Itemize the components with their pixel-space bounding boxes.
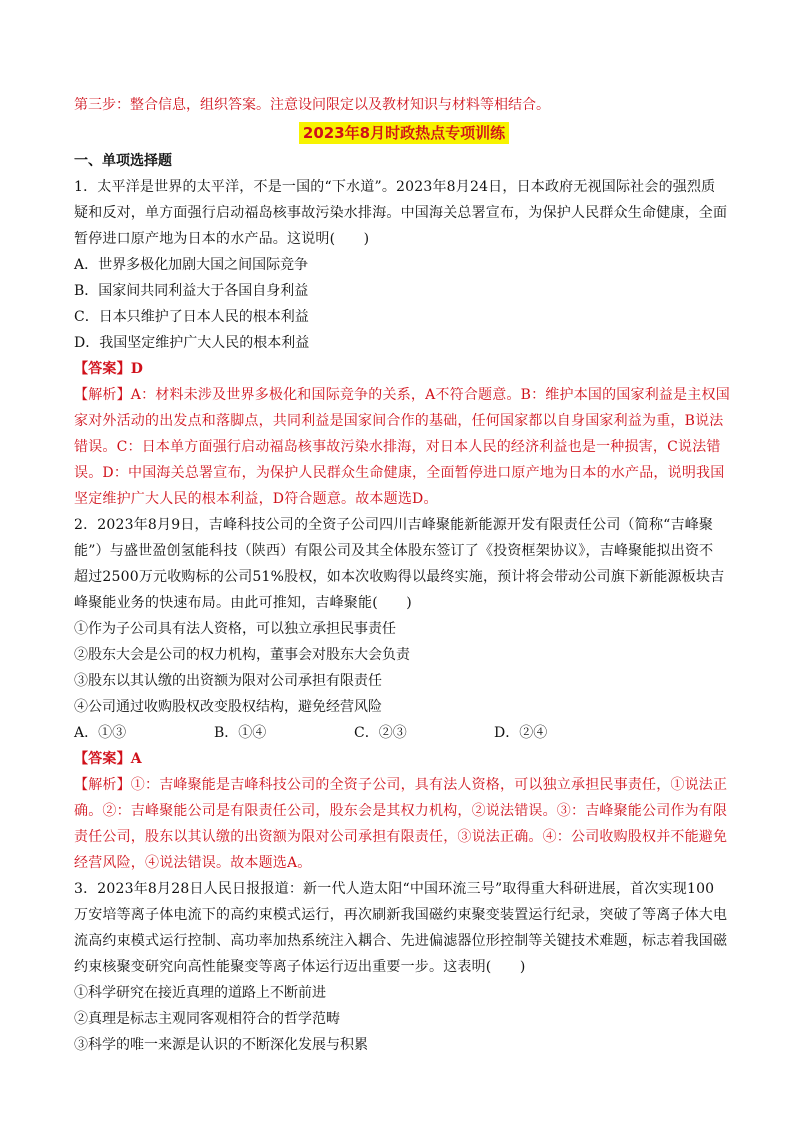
analysis-line: 确。②：吉峰聚能公司是有限责任公司，股东会是其权力机构，②说法错误。③：吉峰聚能公司作为有限 xyxy=(74,803,728,819)
question-2 xyxy=(74,512,734,876)
statement-2: ②股东大会是公司的权力机构，董事会对股东大会负责 xyxy=(74,647,410,663)
page-title: 2023年8月时政热点专项训练 xyxy=(299,122,509,144)
option-a: A．世界多极化加剧大国之间国际竞争 xyxy=(74,257,309,273)
question-text-line: 暂停进口原产地为日本的水产品。这说明( ) xyxy=(74,231,370,247)
section-heading: 一、单项选择题 xyxy=(74,153,172,169)
question-text-line: 3．2023年8月28日人民日报报道：新一代人造太阳“中国环流三号”取得重大科研进展，首次实现100 xyxy=(74,881,715,897)
choice-b: B．①④ xyxy=(214,725,267,741)
question-text-line: 能”）与盛世盈创氢能科技（陕西）有限公司及其全体股东签订了《投资框架协议》，吉峰聚能拟出资不 xyxy=(74,543,714,559)
question-text-line: 约束核聚变研究向高性能聚变等离子体运行迈出重要一步。这表明( ) xyxy=(74,959,526,975)
option-d: D．我国坚定维护广大人民的根本利益 xyxy=(74,335,310,351)
question-text-line: 峰聚能业务的快速布局。由此可推知，吉峰聚能( ) xyxy=(74,595,412,611)
analysis-line: 经营风险，④说法错误。故本题选A。 xyxy=(74,855,312,871)
step-instruction: 第三步：整合信息，组织答案。注意设问限定以及教材知识与材料等相结合。 xyxy=(74,97,550,113)
choice-row xyxy=(74,720,734,746)
question-text-line: 超过2500万元收购标的公司51%股权，如本次收购得以最终实施，预计将会带动公司旗下新能源板块吉 xyxy=(74,569,725,585)
analysis-line: 错误。C：日本单方面强行启动福岛核事故污染水排海，对日本人民的经济利益也是一种损害，C说法错 xyxy=(74,439,721,455)
title-container xyxy=(74,122,734,144)
question-text-line: 2．2023年8月9日，吉峰科技公司的全资子公司四川吉峰聚能新能源开发有限责任公司（简称“吉峰聚 xyxy=(74,517,714,533)
statement-1: ①科学研究在接近真理的道路上不断前进 xyxy=(74,985,326,1001)
choice-a: A．①③ xyxy=(74,725,127,741)
question-text-line: 流高约束模式运行控制、高功率加热系统注入耦合、先进偏滤器位形控制等关键技术难题，标志着我国磁 xyxy=(74,933,728,949)
statement-1: ①作为子公司具有法人资格，可以独立承担民事责任 xyxy=(74,621,396,637)
answer-label: 【答案】A xyxy=(74,751,142,767)
statement-3: ③股东以其认缴的出资额为限对公司承担有限责任 xyxy=(74,673,382,689)
analysis-line: 【解析】A：材料未涉及世界多极化和国际竞争的关系，A不符合题意。B：维护本国的国家利益是主权国 xyxy=(74,387,730,403)
choice-d: D．②④ xyxy=(494,725,548,741)
analysis-line: 家对外活动的出发点和落脚点，共同利益是国家间合作的基础，任何国家都以自身国家利益为重，B说法 xyxy=(74,413,724,429)
statement-2: ②真理是标志主观同客观相符合的哲学范畴 xyxy=(74,1011,340,1027)
question-text-line: 疑和反对，单方面强行启动福岛核事故污染水排海。中国海关总署宣布，为保护人民群众生命健康，全面 xyxy=(74,205,728,221)
choice-c: C．②③ xyxy=(354,725,407,741)
analysis-line: 坚定维护广大人民的根本利益，D符合题意。故本题选D。 xyxy=(74,491,438,507)
question-3 xyxy=(74,876,734,1058)
question-1 xyxy=(74,174,734,512)
statement-3: ③科学的唯一来源是认识的不断深化发展与积累 xyxy=(74,1037,368,1053)
analysis-line: 【解析】①：吉峰聚能是吉峰科技公司的全资子公司，具有法人资格，可以独立承担民事责任，①说法正 xyxy=(74,777,728,793)
question-text-line: 1．太平洋是世界的太平洋，不是一国的“下水道”。2023年8月24日，日本政府无视国际社会的强烈质 xyxy=(74,179,716,195)
analysis-line: 误。D：中国海关总署宣布，为保护人民群众生命健康，全面暂停进口原产地为日本的水产品，说明我国 xyxy=(74,465,725,481)
question-text-line: 万安培等离子体电流下的高约束模式运行，再次刷新我国磁约束聚变装置运行纪录，突破了等离子体大电 xyxy=(74,907,728,923)
analysis-line: 责任公司，股东以其认缴的出资额为限对公司承担有限责任，③说法正确。④：公司收购股权并不能避免 xyxy=(74,829,728,845)
document-page xyxy=(74,94,734,1058)
option-b: B．国家间共同利益大于各国自身利益 xyxy=(74,283,309,299)
answer-label: 【答案】D xyxy=(74,361,144,377)
option-c: C．日本只维护了日本人民的根本利益 xyxy=(74,309,309,325)
statement-4: ④公司通过收购股权改变股权结构，避免经营风险 xyxy=(74,699,382,715)
